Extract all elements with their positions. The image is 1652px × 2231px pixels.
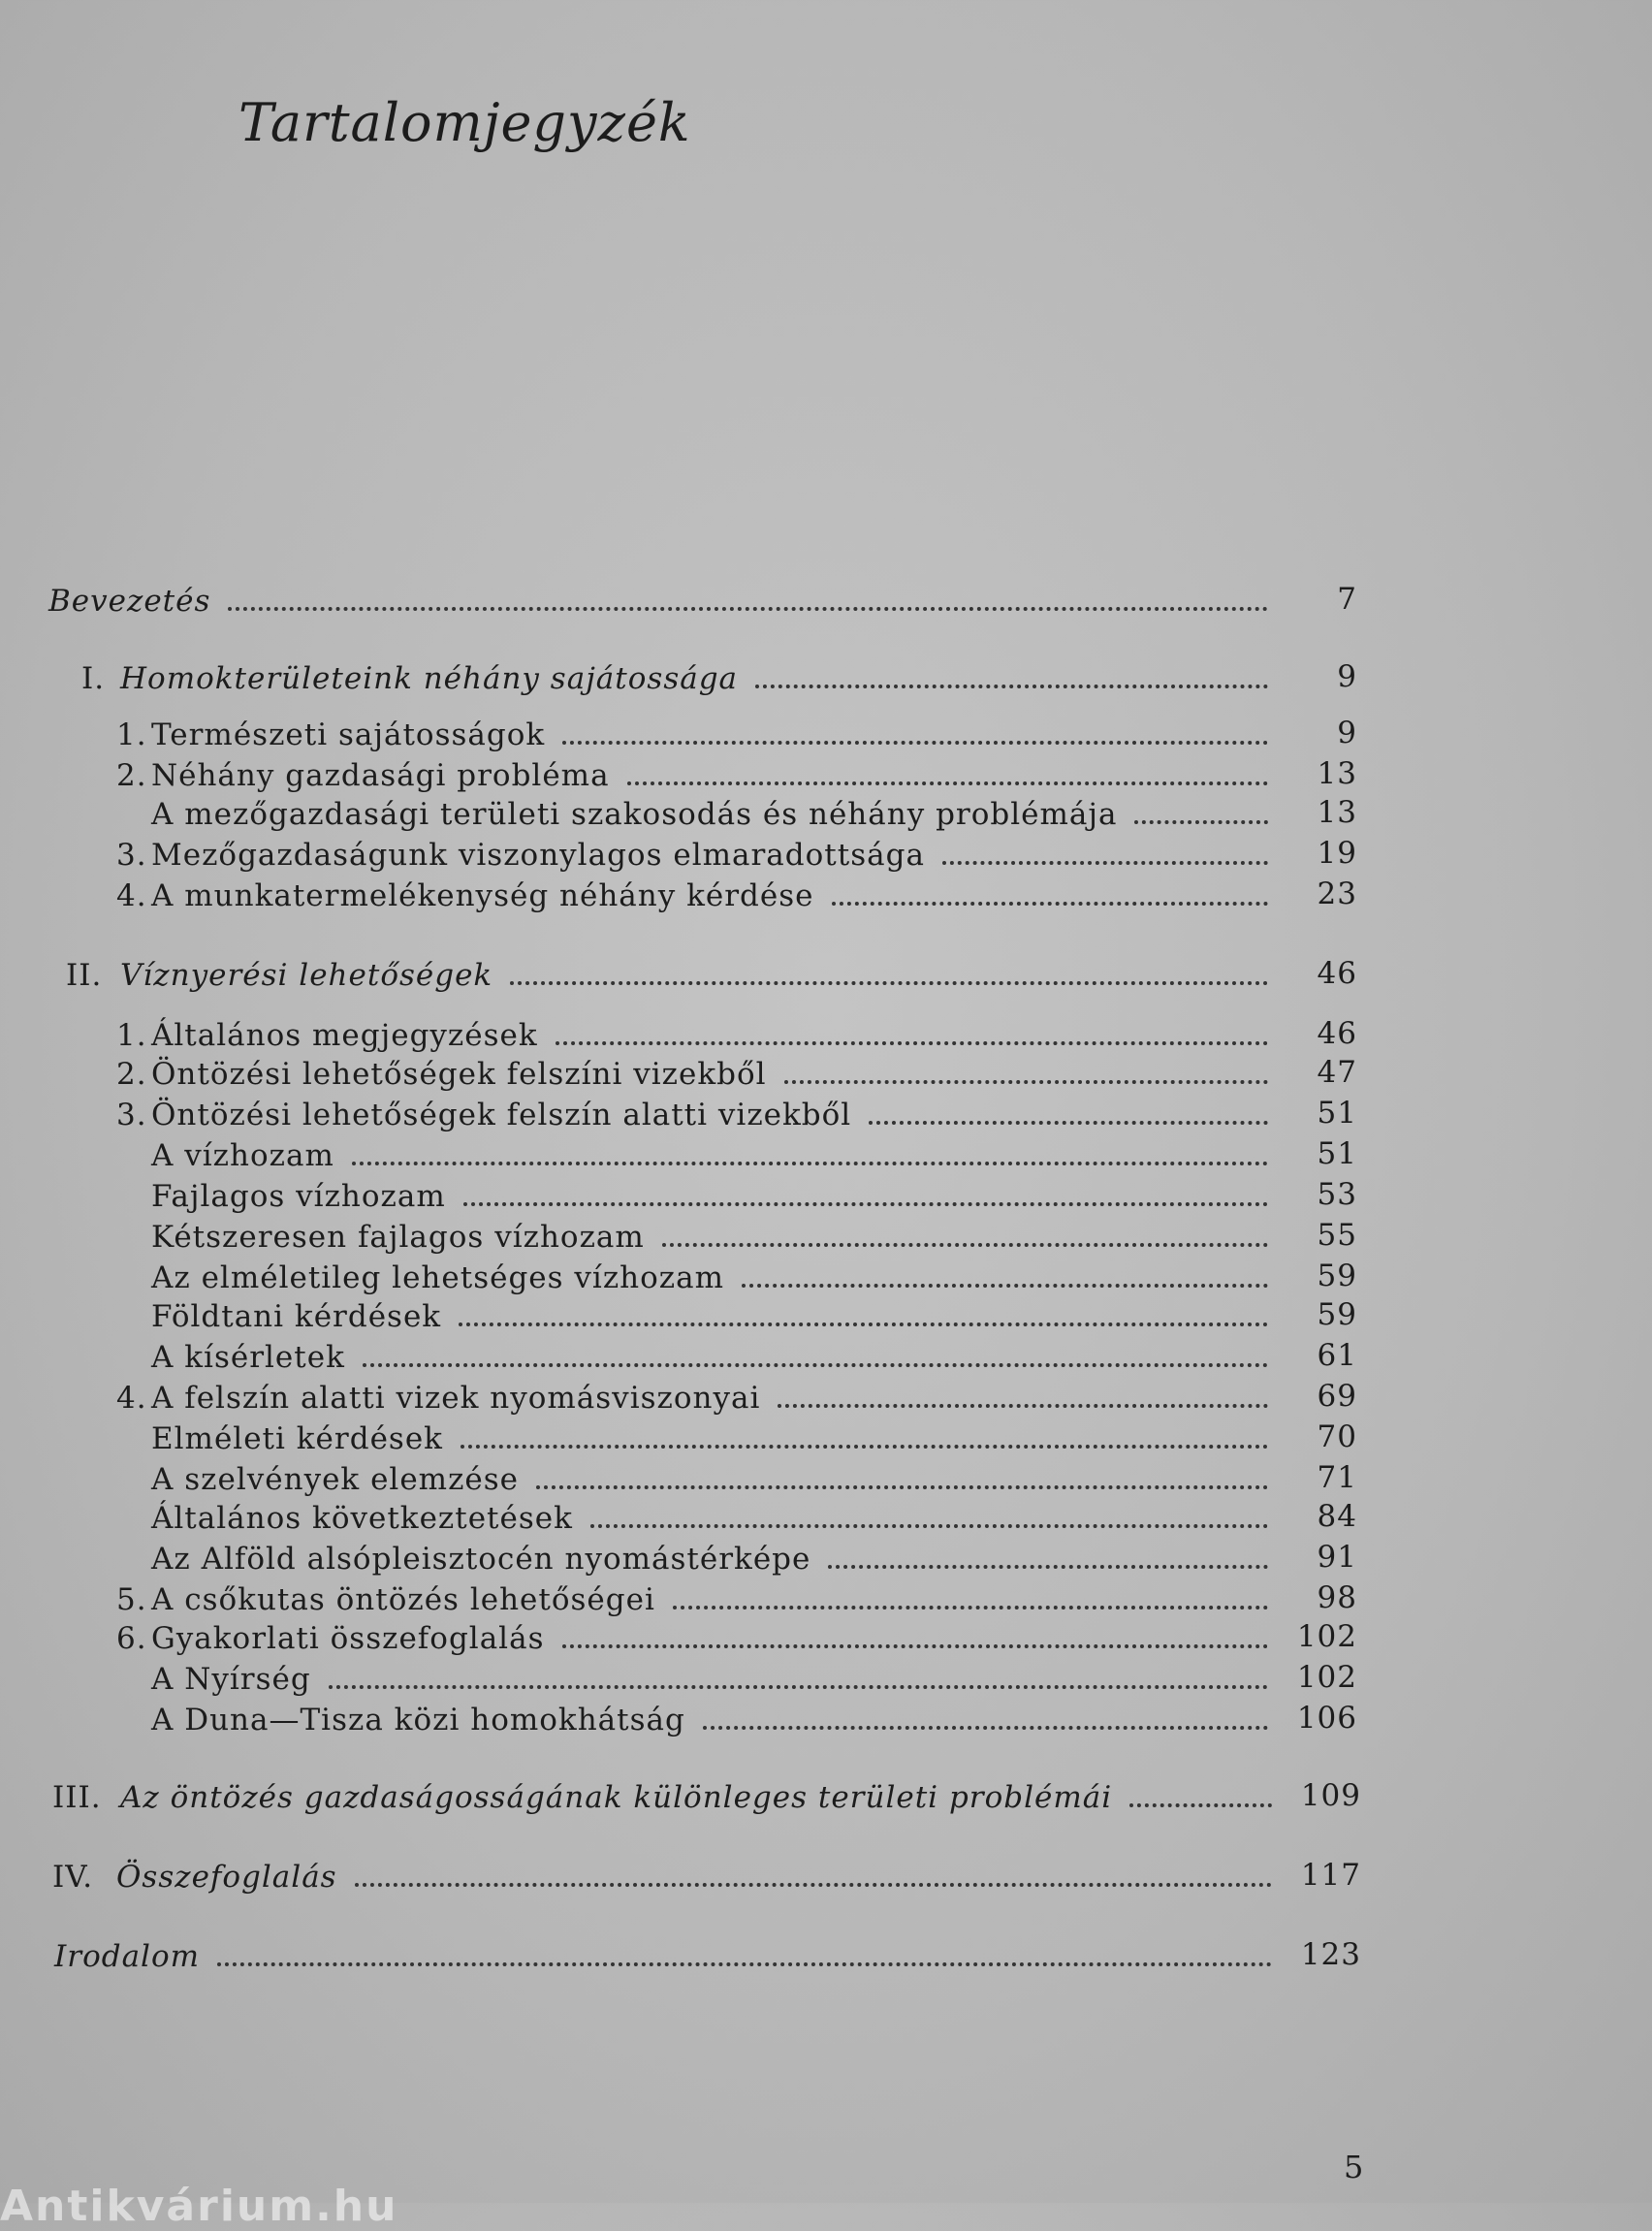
toc-entry-page: 71 xyxy=(1317,1460,1357,1495)
toc-entry-label: A Duna—Tisza közi homokhátság xyxy=(151,1703,685,1737)
dot-leader xyxy=(828,1565,1268,1569)
toc-entry-page: 23 xyxy=(1317,876,1357,911)
toc-entry xyxy=(151,1210,1357,1255)
toc-entry xyxy=(116,869,1357,913)
toc-entry-page: 102 xyxy=(1296,1619,1357,1654)
toc-entry-page: 19 xyxy=(1317,836,1357,871)
dot-leader xyxy=(755,685,1268,688)
toc-entry-label: Az Alföld alsópleisztocén nyomástérképe xyxy=(151,1542,811,1577)
toc-entry-label: A csőkutas öntözés lehetőségei xyxy=(151,1582,655,1617)
toc-entry-label: A felszín alatti vizek nyomásviszonyai xyxy=(151,1381,761,1416)
toc-entry-label: Mezőgazdaságunk viszonylagos elmaradottsága xyxy=(151,838,925,873)
toc-entry-label: Az öntözés gazdaságosságának különleges területi problémái xyxy=(120,1780,1113,1815)
toc-entry-page: 46 xyxy=(1317,956,1357,991)
page-title: Tartalomjegyzék xyxy=(238,92,691,153)
toc-entry-label: Általános megjegyzések xyxy=(151,1018,538,1053)
dot-leader xyxy=(1134,820,1268,824)
toc-entry-label: Homokterületeink néhány sajátossága xyxy=(120,661,739,696)
toc-entry-label: Néhány gazdasági probléma xyxy=(151,758,610,793)
toc-entry xyxy=(52,1850,1361,1895)
dot-leader xyxy=(352,1162,1268,1165)
toc-entry xyxy=(151,787,1357,832)
toc-entry xyxy=(116,828,1357,873)
toc-entry-label: Az elméletileg lehetséges vízhozam xyxy=(151,1260,725,1295)
toc-entry xyxy=(151,1412,1357,1456)
toc-entry-label: A kísérletek xyxy=(151,1340,345,1375)
toc-entry-page: 59 xyxy=(1317,1297,1357,1332)
dot-leader xyxy=(459,1323,1268,1326)
toc-entry-label: Gyakorlati összefoglalás xyxy=(151,1621,545,1656)
dot-leader xyxy=(869,1121,1268,1125)
toc-entry xyxy=(116,1611,1357,1656)
dot-leader xyxy=(1129,1803,1272,1807)
toc-entry-page: 102 xyxy=(1296,1660,1357,1695)
toc-entry-page: 9 xyxy=(1337,716,1357,750)
dot-leader xyxy=(355,1883,1272,1887)
toc-entry xyxy=(151,1693,1357,1737)
toc-entry-number: 3. xyxy=(116,1098,147,1132)
toc-entry-label: Irodalom xyxy=(54,1939,201,1974)
toc-entry-page: 13 xyxy=(1317,795,1357,830)
toc-entry-number: 6. xyxy=(116,1621,147,1656)
toc-entry xyxy=(151,1129,1357,1173)
toc-entry-number: 3. xyxy=(116,838,147,873)
page-number: 5 xyxy=(1344,2149,1364,2185)
toc-entry-label: Természeti sajátosságok xyxy=(151,717,546,752)
toc-entry xyxy=(151,1532,1357,1577)
toc-entry xyxy=(52,1770,1361,1815)
dot-leader xyxy=(536,1485,1268,1489)
toc-entry-label: Fajlagos vízhozam xyxy=(151,1179,446,1214)
dot-leader xyxy=(832,902,1268,906)
dot-leader xyxy=(363,1363,1268,1367)
toc-entry-label: A szelvények elemzése xyxy=(151,1462,519,1497)
toc-entry-page: 7 xyxy=(1337,582,1357,617)
toc-entry-page: 84 xyxy=(1317,1499,1357,1534)
toc-entry-page: 46 xyxy=(1317,1016,1357,1051)
toc-entry-page: 13 xyxy=(1317,756,1357,791)
toc-entry-page: 47 xyxy=(1317,1055,1357,1090)
toc-entry-page: 123 xyxy=(1300,1937,1361,1972)
toc-entry xyxy=(66,948,1357,993)
dot-leader xyxy=(461,1445,1268,1449)
toc-entry-page: 98 xyxy=(1317,1580,1357,1615)
toc-entry xyxy=(48,574,1357,619)
toc-entry xyxy=(116,1371,1357,1416)
toc-entry-label: Összefoglalás xyxy=(116,1860,337,1895)
toc-entry-label: A munkatermelékenység néhány kérdése xyxy=(151,878,814,913)
dot-leader xyxy=(942,861,1268,865)
toc-entry-label: Öntözési lehetőségek felszín alatti vizekből xyxy=(151,1098,852,1132)
toc-entry-number: 4. xyxy=(116,1381,147,1416)
dot-leader xyxy=(329,1685,1268,1689)
toc-entry xyxy=(116,1088,1357,1132)
watermark: Antikvárium.hu xyxy=(0,2182,398,2231)
toc-entry-number: 2. xyxy=(116,758,147,793)
dot-leader xyxy=(662,1243,1268,1247)
dot-leader xyxy=(510,981,1268,985)
toc-entry-page: 53 xyxy=(1317,1177,1357,1212)
toc-entry-page: 91 xyxy=(1317,1540,1357,1575)
toc-entry-page: 61 xyxy=(1317,1338,1357,1373)
toc-entry-number: II. xyxy=(66,958,103,993)
toc-entry-number: 1. xyxy=(116,1018,147,1053)
dot-leader xyxy=(673,1606,1268,1610)
toc-entry-page: 109 xyxy=(1300,1778,1361,1813)
toc-entry-label: Bevezetés xyxy=(48,584,211,619)
toc-entry-label: Általános következtetések xyxy=(151,1501,573,1536)
toc-entry-number: I. xyxy=(81,661,106,696)
toc-entry-page: 9 xyxy=(1337,659,1357,694)
toc-entry xyxy=(151,1652,1357,1697)
dot-leader xyxy=(627,781,1268,785)
toc-entry xyxy=(151,1169,1357,1214)
dot-leader xyxy=(463,1202,1268,1206)
toc-entry-label: A Nyírség xyxy=(151,1662,311,1697)
toc-entry-page: 51 xyxy=(1317,1096,1357,1131)
toc-entry-page: 55 xyxy=(1317,1218,1357,1253)
dot-leader xyxy=(562,1644,1269,1648)
toc-entry-label: Víznyerési lehetőségek xyxy=(120,958,493,993)
dot-leader xyxy=(778,1404,1268,1408)
toc-entry-label: A vízhozam xyxy=(151,1138,334,1173)
toc-entry-page: 70 xyxy=(1317,1419,1357,1454)
toc-entry-number: 5. xyxy=(116,1582,147,1617)
toc-entry-label: Földtani kérdések xyxy=(151,1299,442,1334)
toc-entry-label: A mezőgazdasági területi szakosodás és néhány problémája xyxy=(151,797,1118,832)
dot-leader xyxy=(228,607,1268,611)
toc-entry-label: Kétszeresen fajlagos vízhozam xyxy=(151,1220,645,1255)
toc-entry xyxy=(151,1290,1357,1334)
toc-entry-page: 106 xyxy=(1296,1701,1357,1736)
dot-leader xyxy=(217,1962,1272,1966)
toc-entry-number: 1. xyxy=(116,717,147,752)
dot-leader xyxy=(556,1041,1268,1045)
toc-entry-page: 59 xyxy=(1317,1259,1357,1293)
toc-entry xyxy=(116,1047,1357,1092)
toc-entry xyxy=(151,1491,1357,1536)
toc-entry-label: Öntözési lehetőségek felszíni vizekből xyxy=(151,1057,767,1092)
dot-leader xyxy=(742,1284,1268,1288)
toc-entry-page: 117 xyxy=(1300,1858,1361,1893)
toc-entry xyxy=(54,1929,1361,1974)
toc-entry-number: 4. xyxy=(116,878,147,913)
toc-entry-page: 69 xyxy=(1317,1379,1357,1414)
toc-entry xyxy=(151,1330,1357,1375)
toc-entry xyxy=(116,708,1357,752)
dot-leader xyxy=(590,1524,1268,1528)
toc-entry-number: 2. xyxy=(116,1057,147,1092)
toc-entry-label: Elméleti kérdések xyxy=(151,1421,443,1456)
toc-entry xyxy=(81,652,1357,696)
dot-leader xyxy=(703,1726,1268,1730)
dot-leader xyxy=(784,1080,1268,1084)
toc-entry-number: IV. xyxy=(52,1860,94,1895)
toc-entry-page: 51 xyxy=(1317,1136,1357,1171)
toc-entry-number: III. xyxy=(52,1780,102,1815)
dot-leader xyxy=(562,741,1268,745)
